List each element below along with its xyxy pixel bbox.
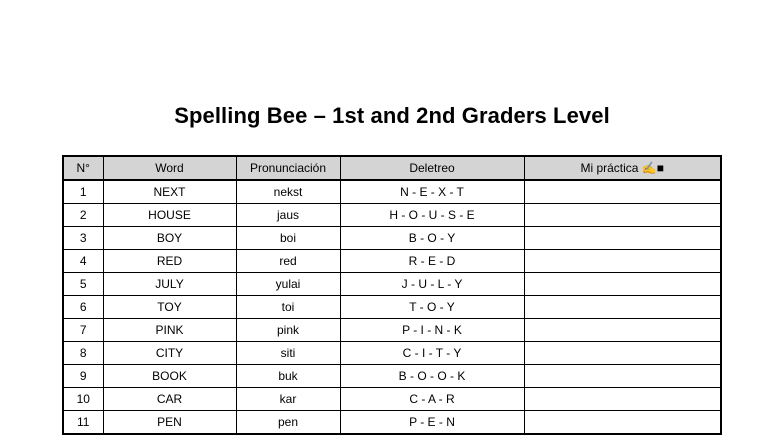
table-row bbox=[63, 388, 721, 411]
row-pronunciation: buk bbox=[236, 365, 340, 388]
row-practice-cell[interactable] bbox=[524, 250, 721, 273]
table-row bbox=[63, 365, 721, 388]
row-spelling: R - E - D bbox=[340, 250, 524, 273]
row-pronunciation: siti bbox=[236, 342, 340, 365]
row-spelling: B - O - Y bbox=[340, 227, 524, 250]
row-pronunciation: pen bbox=[236, 411, 340, 435]
row-spelling: C - A - R bbox=[340, 388, 524, 411]
row-number: 4 bbox=[63, 250, 103, 273]
row-pronunciation: nekst bbox=[236, 180, 340, 204]
table-row bbox=[63, 342, 721, 365]
row-word: CITY bbox=[103, 342, 236, 365]
row-spelling: J - U - L - Y bbox=[340, 273, 524, 296]
row-word: NEXT bbox=[103, 180, 236, 204]
table-body bbox=[63, 180, 721, 434]
row-word: JULY bbox=[103, 273, 236, 296]
row-pronunciation: pink bbox=[236, 319, 340, 342]
row-practice-cell[interactable] bbox=[524, 411, 721, 435]
row-number: 1 bbox=[63, 180, 103, 204]
row-spelling: B - O - O - K bbox=[340, 365, 524, 388]
row-spelling: T - O - Y bbox=[340, 296, 524, 319]
row-spelling: H - O - U - S - E bbox=[340, 204, 524, 227]
header-row bbox=[63, 156, 721, 180]
row-number: 9 bbox=[63, 365, 103, 388]
page-title: Spelling Bee – 1st and 2nd Graders Level bbox=[174, 103, 610, 128]
row-practice-cell[interactable] bbox=[524, 204, 721, 227]
row-spelling: P - E - N bbox=[340, 411, 524, 435]
header-spelling: Deletreo bbox=[340, 156, 524, 180]
row-practice-cell[interactable] bbox=[524, 296, 721, 319]
row-word: TOY bbox=[103, 296, 236, 319]
header-pronunciation: Pronunciación bbox=[236, 156, 340, 180]
row-spelling: C - I - T - Y bbox=[340, 342, 524, 365]
row-practice-cell[interactable] bbox=[524, 365, 721, 388]
row-pronunciation: toi bbox=[236, 296, 340, 319]
row-word: PINK bbox=[103, 319, 236, 342]
table-row bbox=[63, 319, 721, 342]
row-pronunciation: boi bbox=[236, 227, 340, 250]
row-pronunciation: jaus bbox=[236, 204, 340, 227]
table-row bbox=[63, 296, 721, 319]
table-row bbox=[63, 273, 721, 296]
table-row bbox=[63, 250, 721, 273]
row-word: CAR bbox=[103, 388, 236, 411]
header-practice: Mi práctica ✍■ bbox=[524, 156, 721, 180]
row-practice-cell[interactable] bbox=[524, 180, 721, 204]
row-pronunciation: red bbox=[236, 250, 340, 273]
row-practice-cell[interactable] bbox=[524, 388, 721, 411]
row-number: 11 bbox=[63, 411, 103, 435]
row-number: 3 bbox=[63, 227, 103, 250]
row-word: BOOK bbox=[103, 365, 236, 388]
row-practice-cell[interactable] bbox=[524, 319, 721, 342]
spelling-table bbox=[62, 155, 722, 435]
row-practice-cell[interactable] bbox=[524, 273, 721, 296]
row-number: 10 bbox=[63, 388, 103, 411]
row-number: 2 bbox=[63, 204, 103, 227]
row-word: HOUSE bbox=[103, 204, 236, 227]
header-word: Word bbox=[103, 156, 236, 180]
row-number: 6 bbox=[63, 296, 103, 319]
row-pronunciation: yulai bbox=[236, 273, 340, 296]
row-number: 5 bbox=[63, 273, 103, 296]
header-number: N° bbox=[63, 156, 103, 180]
row-word: RED bbox=[103, 250, 236, 273]
row-pronunciation: kar bbox=[236, 388, 340, 411]
table-row bbox=[63, 227, 721, 250]
table-row bbox=[63, 204, 721, 227]
row-practice-cell[interactable] bbox=[524, 227, 721, 250]
row-spelling: N - E - X - T bbox=[340, 180, 524, 204]
row-number: 8 bbox=[63, 342, 103, 365]
row-word: BOY bbox=[103, 227, 236, 250]
row-number: 7 bbox=[63, 319, 103, 342]
table-row bbox=[63, 180, 721, 204]
row-practice-cell[interactable] bbox=[524, 342, 721, 365]
row-spelling: P - I - N - K bbox=[340, 319, 524, 342]
table-row bbox=[63, 411, 721, 435]
row-word: PEN bbox=[103, 411, 236, 435]
